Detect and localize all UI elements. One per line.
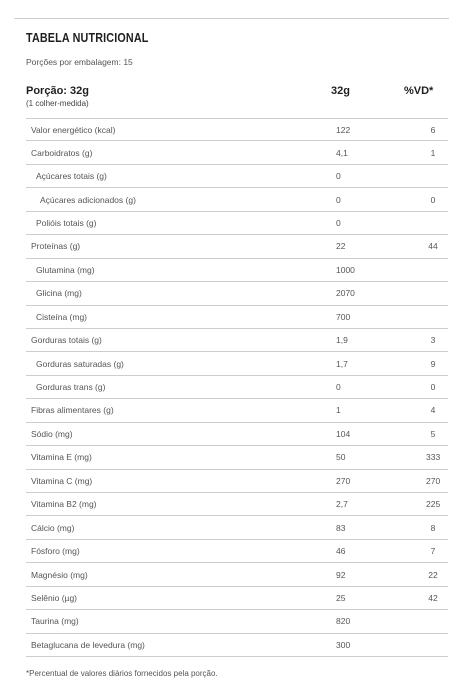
nutrient-vd: 225	[426, 499, 441, 510]
nutrient-name: Fósforo (mg)	[31, 546, 80, 557]
table-row	[26, 282, 448, 305]
nutrient-vd: 8	[430, 522, 436, 533]
vd-column-header: %VD*	[404, 85, 434, 97]
nutrient-vd: 1	[430, 147, 436, 158]
nutrient-vd: 5	[430, 428, 436, 439]
nutrient-amount: 700	[336, 311, 351, 322]
nutrient-vd: 333	[426, 452, 441, 463]
table-row	[26, 118, 448, 141]
nutrient-amount: 1	[336, 405, 341, 416]
table-row	[26, 493, 448, 516]
table-row	[26, 259, 448, 282]
nutrient-name: Gorduras saturadas (g)	[36, 358, 124, 369]
nutrient-amount: 2070	[336, 288, 355, 299]
nutrient-name: Açúcares adicionados (g)	[40, 194, 136, 205]
table-row	[26, 141, 448, 164]
nutrient-amount: 92	[336, 569, 346, 580]
nutrient-amount: 25	[336, 592, 346, 603]
portion-label: Porção: 32g	[26, 85, 89, 97]
table-row	[26, 446, 448, 469]
nutrient-amount: 0	[336, 194, 341, 205]
nutrient-name: Gorduras trans (g)	[36, 382, 106, 393]
table-row	[26, 587, 448, 610]
nutrient-name: Vitamina C (mg)	[31, 475, 93, 486]
nutrient-amount: 4,1	[336, 147, 348, 158]
nutrient-amount: 122	[336, 124, 351, 135]
nutrient-vd: 44	[428, 241, 438, 252]
nutrient-name: Proteínas (g)	[31, 241, 81, 252]
nutrient-name: Cálcio (mg)	[31, 522, 75, 533]
nutrient-vd: 3	[430, 335, 436, 346]
nutrient-vd: 42	[428, 592, 438, 603]
portion-measure: (1 colher-medida)	[26, 99, 89, 108]
nutrient-amount: 1000	[336, 264, 355, 275]
nutrient-amount: 2,7	[336, 499, 348, 510]
nutrient-amount: 83	[336, 522, 346, 533]
nutrient-name: Sódio (mg)	[31, 428, 73, 439]
amount-column-header: 32g	[331, 85, 350, 97]
nutrient-vd: 6	[430, 124, 436, 135]
nutrient-name: Fibras alimentares (g)	[31, 405, 114, 416]
table-row	[26, 423, 448, 446]
nutrient-name: Glutamina (mg)	[36, 264, 95, 275]
nutrient-name: Vitamina B2 (mg)	[31, 499, 97, 510]
nutrient-amount: 22	[336, 241, 346, 252]
nutrient-name: Valor energético (kcal)	[31, 124, 116, 135]
nutrient-name: Açúcares totais (g)	[36, 171, 107, 182]
top-divider	[14, 18, 449, 19]
table-row	[26, 306, 448, 329]
table-row	[26, 516, 448, 539]
nutrient-amount: 820	[336, 616, 351, 627]
nutrient-amount: 0	[336, 217, 341, 228]
nutrient-amount: 300	[336, 639, 351, 650]
table-row	[26, 563, 448, 586]
nutrient-amount: 0	[336, 382, 341, 393]
table-row	[26, 376, 448, 399]
nutrient-name: Betaglucana de levedura (mg)	[31, 639, 145, 650]
nutrient-name: Selênio (µg)	[31, 592, 78, 603]
nutrient-name: Magnésio (mg)	[31, 569, 88, 580]
table-row	[26, 235, 448, 258]
nutrient-vd: 7	[430, 546, 436, 557]
table-row	[26, 188, 448, 211]
table-row	[26, 610, 448, 633]
table-row	[26, 540, 448, 563]
nutrient-name: Glicina (mg)	[36, 288, 82, 299]
nutrient-name: Carboidratos (g)	[31, 147, 93, 158]
nutrient-amount: 1,9	[336, 335, 348, 346]
nutrient-amount: 1,7	[336, 358, 348, 369]
nutrient-vd: 4	[430, 405, 436, 416]
nutrient-amount: 0	[336, 171, 341, 182]
table-row	[26, 329, 448, 352]
table-row	[26, 352, 448, 375]
nutrient-vd: 270	[426, 475, 441, 486]
nutrient-vd: 0	[430, 194, 436, 205]
nutrient-amount: 270	[336, 475, 351, 486]
nutrient-name: Cisteína (mg)	[36, 311, 88, 322]
footnote: *Percentual de valores diários fornecidos pela porção.	[26, 669, 218, 678]
nutrient-name: Taurina (mg)	[31, 616, 79, 627]
table-row	[26, 165, 448, 188]
nutrient-name: Vitamina E (mg)	[31, 452, 92, 463]
servings-per-package: Porções por embalagem: 15	[26, 57, 133, 67]
nutrient-vd: 9	[430, 358, 436, 369]
nutrient-amount: 104	[336, 428, 351, 439]
nutrient-amount: 46	[336, 546, 346, 557]
table-row	[26, 399, 448, 422]
nutrient-name: Polióis totais (g)	[36, 217, 97, 228]
nutrient-vd: 22	[428, 569, 438, 580]
nutrition-table	[26, 118, 448, 657]
nutrient-vd: 0	[430, 382, 436, 393]
table-row	[26, 212, 448, 235]
table-title: TABELA NUTRICIONAL	[26, 31, 149, 45]
table-row	[26, 470, 448, 493]
table-row	[26, 634, 448, 657]
nutrient-amount: 50	[336, 452, 346, 463]
nutrient-name: Gorduras totais (g)	[31, 335, 102, 346]
